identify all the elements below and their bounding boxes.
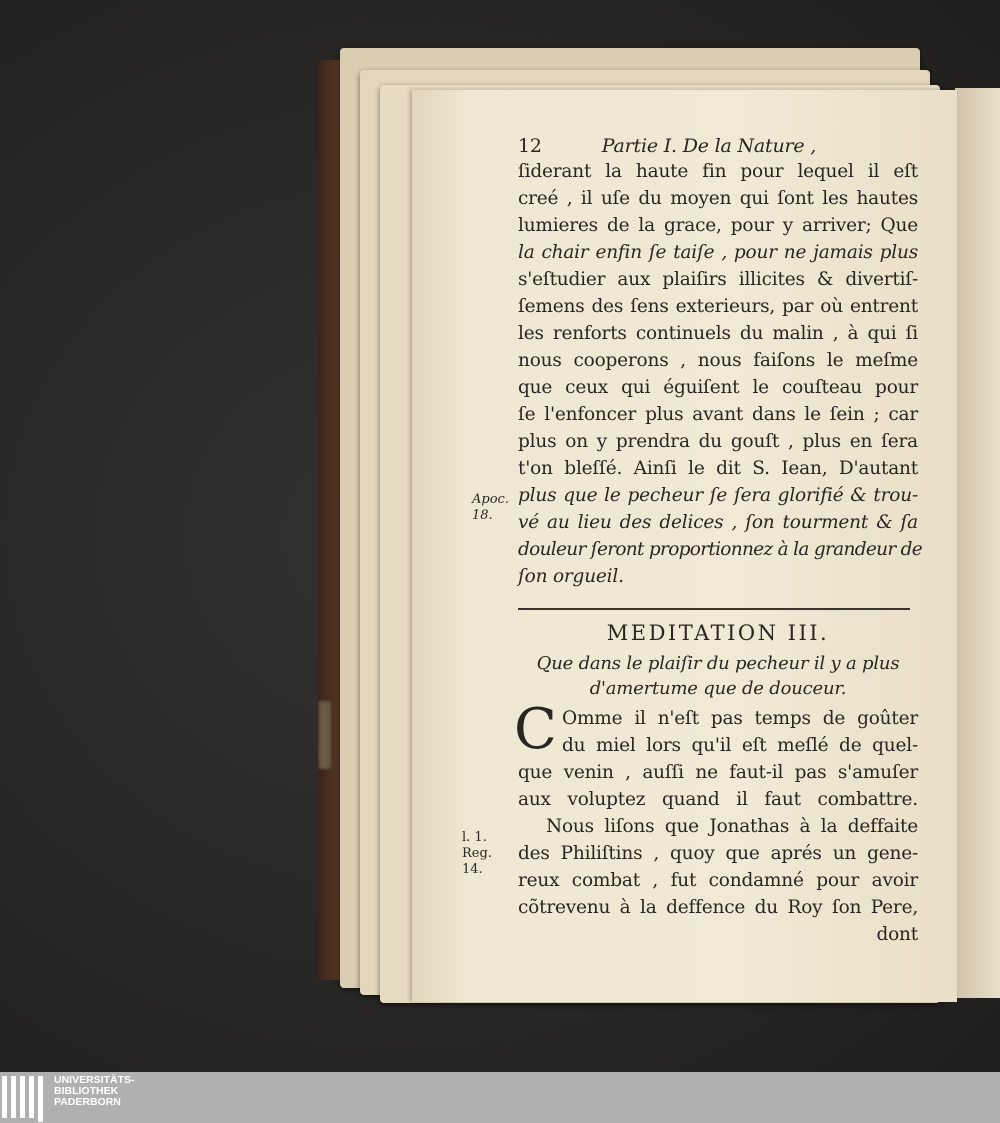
body-line: des Philiſtins , quoy que aprés un gene- [518, 843, 918, 864]
body-line: reux combat , fut condamné pour avoir [518, 870, 918, 891]
page-number: 12 [518, 135, 542, 157]
meditation-title: MEDITATION III. [606, 621, 830, 645]
section-divider [518, 608, 910, 610]
body-line: t'on bleſſé. Ainſi le dit S. Iean, D'autant [518, 458, 918, 479]
body-line: les renforts continuels du malin , à qui ſi [518, 323, 918, 344]
drop-cap-paragraph [514, 697, 918, 762]
margin-note-apoc [472, 492, 516, 524]
library-name-line-1: UNIVERSITÄTS- [54, 1074, 135, 1086]
body-line: plus on y prendra du gouſt , plus en ſera [518, 431, 918, 452]
body-line: que venin , auſſi ne faut-il pas s'amuſer [518, 762, 918, 783]
body-line: la chair enfin ſe taiſe , pour ne jamais plus [518, 242, 918, 263]
body-line: cõtrevenu à la deffence du Roy ſon Pere, [518, 897, 918, 918]
library-name-line-3: PADERBORN [54, 1096, 121, 1108]
margin-note-reg-text: l. 1. Reg. 14. [462, 830, 492, 877]
body-line: ſiderant la haute fin pour lequel il eſt [518, 161, 918, 182]
drop-cap: C [514, 697, 557, 762]
library-name-line-2: BIBLIOTHEK [54, 1085, 119, 1097]
library-footer-bar [0, 1072, 1000, 1123]
body-line: Nous liſons que Jonathas à la deffaite [546, 816, 918, 837]
body-line: plus que le pecheur ſe ſera glorifié & trou- [518, 485, 918, 506]
body-line: vé au lieu des delices , ſon tourment & ſa [518, 512, 918, 533]
body-line: aux voluptez quand il faut combattre. [518, 789, 918, 810]
body-line: creé , il uſe du moyen qui ſont les hautes [518, 188, 918, 209]
body-line: que ceux qui éguiſent le couſteau pour [518, 377, 918, 398]
library-logo-icon [2, 1076, 43, 1122]
meditation-subtitle-line-2: d'amertume que de douceur. [589, 678, 847, 699]
running-head [518, 133, 918, 160]
clasp-bottom [318, 700, 332, 770]
library-name [54, 1075, 135, 1108]
body-line: du miel lors qu'il eſt meſlé de quel- [562, 735, 918, 756]
margin-note-reg [462, 830, 500, 878]
body-line: ſemens des ſens exterieurs, par où entrent [518, 296, 918, 317]
page-text [514, 133, 923, 948]
running-title: Partie I. De la Nature , [601, 135, 817, 157]
body-line: lumieres de la grace, pour y arriver; Que [518, 215, 918, 236]
body-line: s'eſtudier aux plaiſirs illicites & divertiſ- [518, 269, 918, 290]
meditation-subtitle-line-1: Que dans le plaiſir du pecheur il y a plus [536, 653, 900, 674]
margin-note-apoc-text: Apoc. 18. [472, 492, 509, 523]
catchword: dont [876, 924, 918, 945]
body-line: nous cooperons , nous faiſons le meſme [518, 350, 918, 371]
facing-page-edge [955, 88, 1000, 998]
body-line: ſe l'enfoncer plus avant dans le ſein ; car [518, 404, 918, 425]
body-line: ſon orgueil. [518, 566, 624, 587]
body-line: Omme il n'eſt pas temps de goûter [562, 708, 918, 729]
body-line: douleur ſeront proportionnez à la grandeur de [518, 539, 923, 560]
